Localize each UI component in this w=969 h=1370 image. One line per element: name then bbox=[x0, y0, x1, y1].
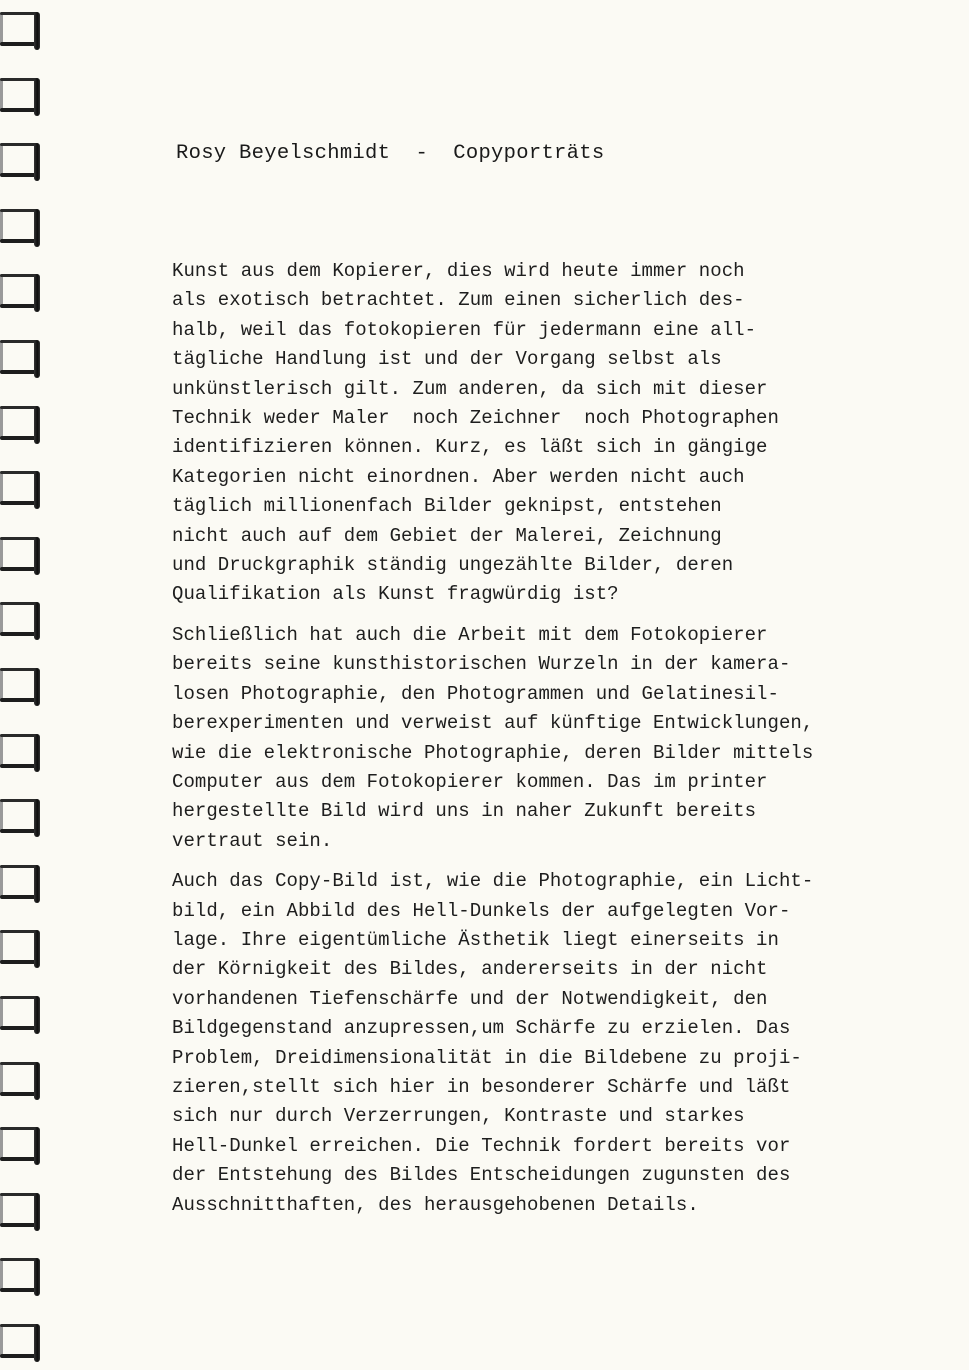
binding-ring bbox=[0, 406, 44, 440]
text-line: losen Photographie, den Photogrammen und Gelatinesil- bbox=[172, 682, 779, 705]
binding-ring bbox=[0, 1127, 44, 1161]
binding-ring bbox=[0, 602, 44, 636]
text-line: unkünstlerisch gilt. Zum anderen, da sich mit dieser bbox=[172, 377, 768, 400]
text-line: tägliche Handlung ist und der Vorgang selbst als bbox=[172, 348, 722, 371]
text-line: lage. Ihre eigentümliche Ästhetik liegt einerseits in bbox=[172, 928, 779, 951]
text-line: wie die elektronische Photographie, deren Bilder mittels bbox=[172, 741, 814, 764]
binding-ring bbox=[0, 1324, 44, 1358]
text-line: Qualifikation als Kunst fragwürdig ist? bbox=[172, 583, 619, 606]
binding-ring bbox=[0, 78, 44, 112]
binding-ring bbox=[0, 1193, 44, 1227]
binding-ring bbox=[0, 865, 44, 899]
binding-ring bbox=[0, 274, 44, 308]
text-line: Hell-Dunkel erreichen. Die Technik fordert bereits vor bbox=[172, 1134, 791, 1157]
text-line: Problem, Dreidimensionalität in die Bildebene zu proji- bbox=[172, 1046, 802, 1069]
text-line: Computer aus dem Fotokopierer kommen. Das im printer bbox=[172, 770, 768, 793]
text-line: und Druckgraphik ständig ungezählte Bilder, deren bbox=[172, 554, 734, 577]
text-line: als exotisch betrachtet. Zum einen sicherlich des- bbox=[172, 289, 745, 312]
text-line: Technik weder Maler noch Zeichner noch Photographen bbox=[172, 407, 779, 430]
text-line: Kunst aus dem Kopierer, dies wird heute immer noch bbox=[172, 260, 745, 282]
text-line: täglich millionenfach Bilder geknipst, entstehen bbox=[172, 495, 722, 518]
text-line: Ausschnitthaften, des herausgehobenen Details. bbox=[172, 1193, 699, 1216]
text-line: identifizieren können. Kurz, es läßt sich in gängige bbox=[172, 436, 768, 459]
text-line: Bildgegenstand anzupressen,um Schärfe zu erzielen. Das bbox=[172, 1017, 791, 1040]
binding-ring bbox=[0, 209, 44, 243]
binding-ring bbox=[0, 734, 44, 768]
text-line: der Körnigkeit des Bildes, andererseits in der nicht bbox=[172, 958, 768, 981]
text-line: bereits seine kunsthistorischen Wurzeln in der kamera- bbox=[172, 653, 791, 676]
binding-ring bbox=[0, 1062, 44, 1096]
spiral-binding bbox=[0, 0, 60, 1370]
text-line: hergestellte Bild wird uns in naher Zukunft bereits bbox=[172, 800, 757, 823]
text-line: halb, weil das fotokopieren für jedermann eine all- bbox=[172, 318, 757, 341]
text-line: Auch das Copy-Bild ist, wie die Photographie, ein Licht- bbox=[172, 870, 814, 893]
text-line: sich nur durch Verzerrungen, Kontraste und starkes bbox=[172, 1105, 745, 1128]
text-line: Schließlich hat auch die Arbeit mit dem Fotokopierer bbox=[172, 623, 768, 646]
binding-ring bbox=[0, 537, 44, 571]
text-line: vertraut sein. bbox=[172, 829, 333, 852]
binding-ring bbox=[0, 996, 44, 1030]
text-line: berexperimenten und verweist auf künftige Entwicklungen, bbox=[172, 712, 814, 735]
binding-ring bbox=[0, 930, 44, 964]
text-line: Kategorien nicht einordnen. Aber werden nicht auch bbox=[172, 465, 745, 488]
paragraph-3 bbox=[172, 867, 872, 1220]
text-line: zieren,stellt sich hier in besonderer Schärfe und läßt bbox=[172, 1075, 791, 1098]
binding-ring bbox=[0, 340, 44, 374]
text-line: nicht auch auf dem Gebiet der Malerei, Zeichnung bbox=[172, 524, 722, 547]
binding-ring bbox=[0, 668, 44, 702]
paragraph-1 bbox=[172, 257, 872, 610]
binding-ring bbox=[0, 1258, 44, 1292]
binding-ring bbox=[0, 12, 44, 46]
paragraph-2 bbox=[172, 621, 872, 856]
text-line: der Entstehung des Bildes Entscheidungen zugunsten des bbox=[172, 1164, 791, 1187]
binding-ring bbox=[0, 471, 44, 505]
body-text bbox=[172, 257, 872, 1231]
binding-ring bbox=[0, 143, 44, 177]
page-title: Rosy Beyelschmidt - Copyporträts bbox=[176, 142, 605, 165]
text-line: bild, ein Abbild des Hell-Dunkels der aufgelegten Vor- bbox=[172, 899, 791, 922]
binding-ring bbox=[0, 799, 44, 833]
text-line: vorhandenen Tiefenschärfe und der Notwendigkeit, den bbox=[172, 987, 768, 1010]
